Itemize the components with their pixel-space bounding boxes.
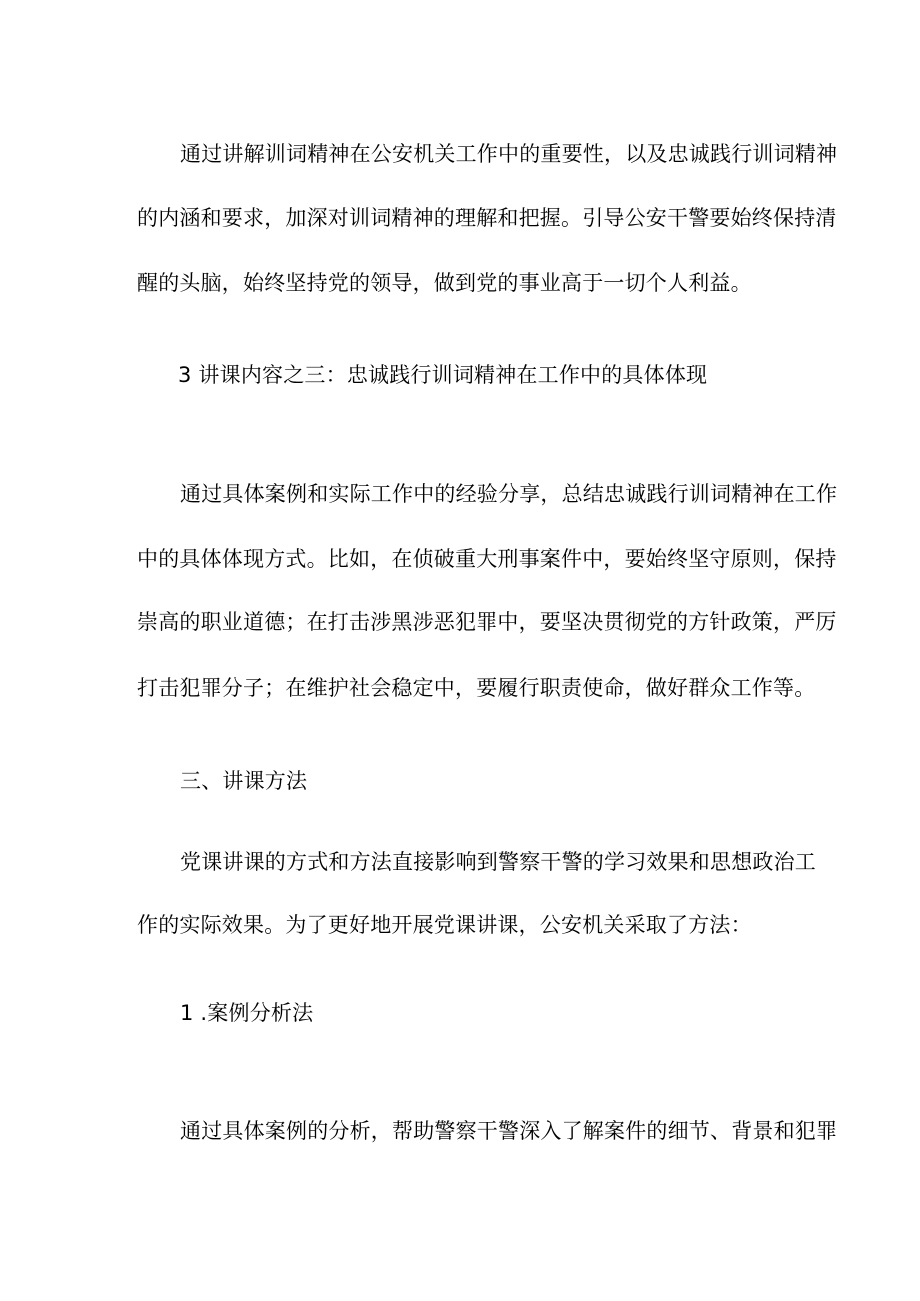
paragraph-line: 醒的头脑，始终坚持党的领导，做到党的事业高于一切个人利益。 (137, 271, 752, 295)
subsection-heading: 1 .案例分析法 (180, 1001, 314, 1025)
paragraph-line: 通过具体案例和实际工作中的经验分享，总结忠诚践行训词精神在工作 (180, 482, 838, 506)
paragraph-line: 崇高的职业道德；在打击涉黑涉恶犯罪中，要坚决贯彻党的方针政策，严厉 (137, 610, 837, 634)
paragraph-line: 通过讲解训词精神在公安机关工作中的重要性，以及忠诚践行训词精神 (180, 142, 838, 166)
paragraph-line: 作的实际效果。为了更好地开展党课讲课，公安机关采取了方法： (137, 913, 752, 937)
section-heading: 3 讲课内容之三：忠诚践行训词精神在工作中的具体体现 (178, 363, 708, 387)
section-heading: 三、讲课方法 (180, 769, 308, 793)
paragraph-line: 党课讲课的方式和方法直接影响到警察干警的学习效果和思想政治工 (180, 850, 816, 874)
paragraph-line: 打击犯罪分子；在维护社会稳定中，要履行职责使命，做好群众工作等。 (137, 676, 816, 700)
paragraph-line: 的内涵和要求，加深对训词精神的理解和把握。引导公安干警要始终保持清 (137, 206, 837, 230)
paragraph-line: 通过具体案例的分析，帮助警察干警深入了解案件的细节、背景和犯罪 (180, 1119, 838, 1143)
paragraph-line: 中的具体体现方式。比如，在侦破重大刑事案件中，要始终坚守原则，保持 (137, 547, 837, 571)
